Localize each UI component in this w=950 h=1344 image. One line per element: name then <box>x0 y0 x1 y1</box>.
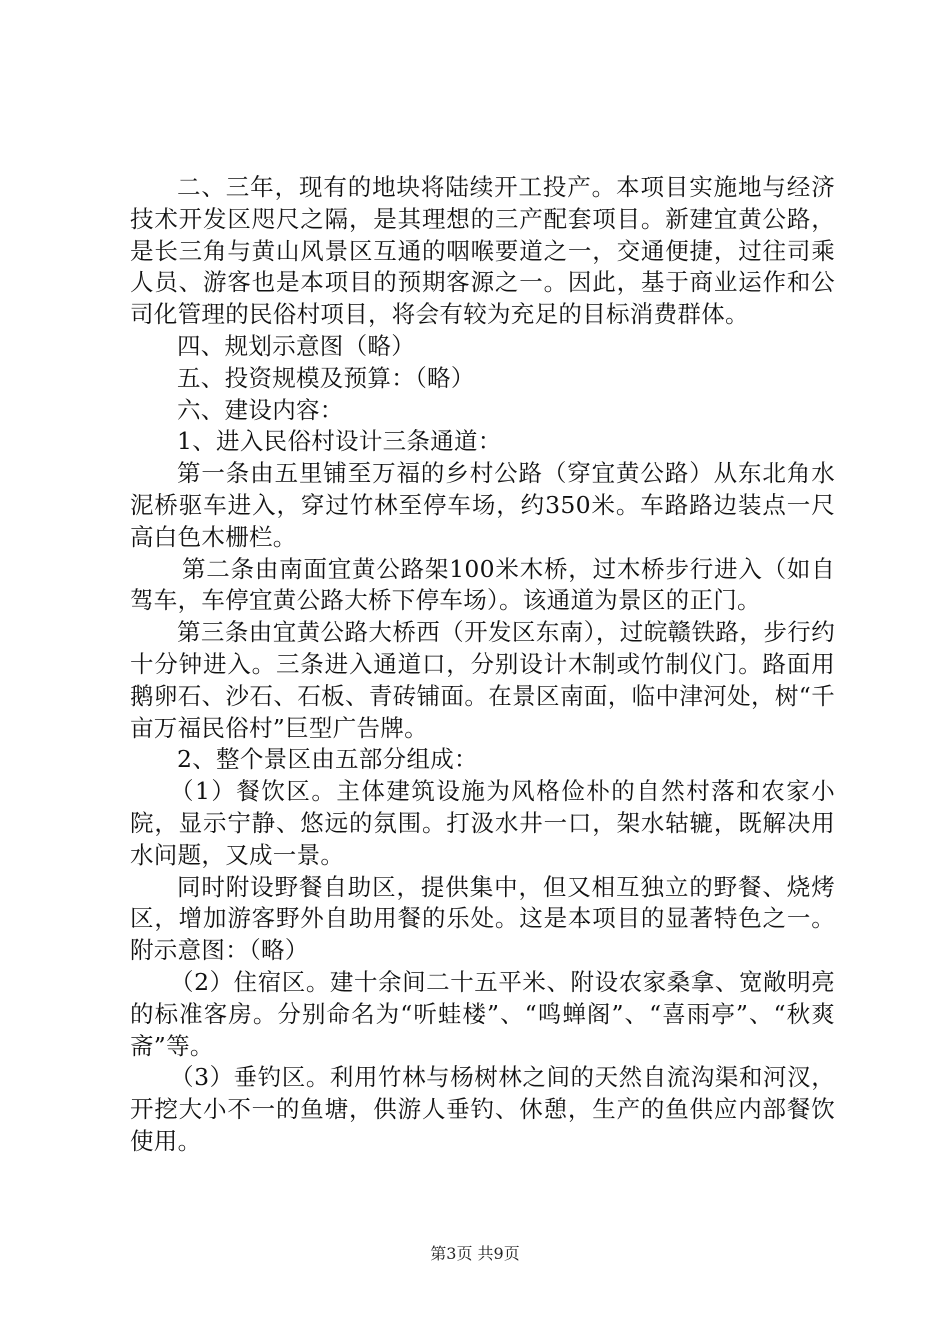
paragraph-fishing-area: （3）垂钓区。利用竹林与杨树林之间的天然自流沟渠和河汊，开挖大小不一的鱼塘，供游人垂钓、休憩，生产的鱼供应内部餐饮使用。 <box>130 1063 835 1155</box>
section-heading-investment: 五、投资规模及预算：（略） <box>177 363 475 392</box>
paragraph-lodging-area: （2）住宿区。建十余间二十五平米、附设农家桑拿、宽敞明亮的标准客房。分别命名为“听蛙楼”、“鸣蝉阁”、“喜雨亭”、“秋爽斋”等。 <box>130 967 835 1060</box>
paragraph-dining-area: （1）餐饮区。主体建筑设施为风格俭朴的自然村落和农家小院，显示宁静、悠远的氛围。打汲水井一口，架水轱辘，既解决用水问题，又成一景。 <box>130 777 835 869</box>
section-heading-construction: 六、建设内容： <box>177 395 344 424</box>
paragraph-channel-one: 第一条由五里铺至万福的乡村公路（穿宜黄公路）从东北角水泥桥驱车进入，穿过竹林至停车场，约350米。车路路边装点一尺高白色木栅栏。 <box>130 459 835 551</box>
paragraph-continuation: 二、三年，现有的地块将陆续开工投产。本项目实施地与经济技术开发区咫尺之隔，是其理想的三产配套项目。新建宜黄公路，是长三角与黄山风景区互通的咽喉要道之一，交通便捷，过往司乘人员、游客也是本项目的预期客源之一。因此，基于商业运作和公司化管理的民俗村项目，将会有较为充足的目标消费群体。 <box>130 173 835 329</box>
document-body <box>130 172 835 1158</box>
subheading-three-channels: 1、进入民俗村设计三条通道： <box>177 427 502 456</box>
paragraph-channel-two: 第二条由南面宜黄公路架100米木桥，过木桥步行进入（如自驾车，车停宜黄公路大桥下停车场）。该通道为景区的正门。 <box>130 554 835 615</box>
subheading-five-parts: 2、整个景区由五部分组成： <box>177 745 478 774</box>
page-footer: 第3页 共9页 <box>430 1244 520 1263</box>
paragraph-channel-three: 第三条由宜黄公路大桥西（开发区东南），过皖赣铁路，步行约十分钟进入。三条进入通道口，分别设计木制或竹制仪门。路面用鹅卵石、沙石、石板、青砖铺面。在景区南面，临中津河处，树“千亩万福民俗村”巨型广告牌。 <box>130 618 835 742</box>
section-heading-planning-diagram: 四、规划示意图（略） <box>177 331 415 360</box>
paragraph-picnic-area: 同时附设野餐自助区，提供集中，但又相互独立的野餐、烧烤区，增加游客野外自助用餐的乐处。这是本项目的显著特色之一。附示意图：（略） <box>130 872 835 965</box>
